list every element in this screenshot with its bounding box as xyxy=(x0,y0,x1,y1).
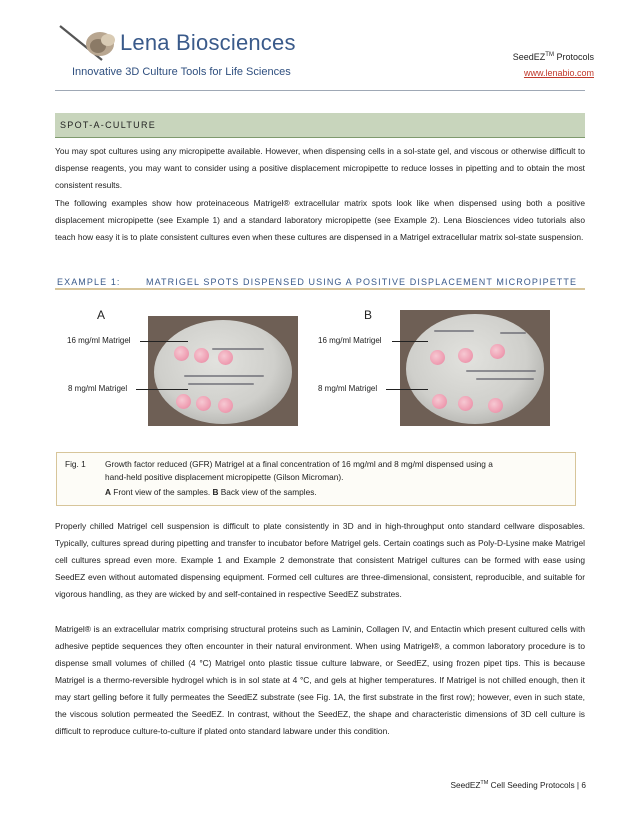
brand-name: Lena Biosciences xyxy=(120,30,296,55)
handwriting-mark xyxy=(466,370,536,372)
caption-figure-number: Fig. 1 xyxy=(65,459,86,469)
pointer-line xyxy=(140,341,188,342)
caption-line-2: hand-held positive displacement micropipette (Gilson Microman). xyxy=(105,472,344,482)
handwriting-mark xyxy=(476,378,534,380)
handwriting-mark xyxy=(212,348,264,350)
brand-tagline: Innovative 3D Culture Tools for Life Sciences xyxy=(72,66,291,78)
matrigel-spot xyxy=(490,344,505,359)
example-number: EXAMPLE 1: xyxy=(57,277,121,287)
matrigel-spot xyxy=(458,348,473,363)
matrigel-spot xyxy=(176,394,191,409)
caption-line-3: A Front view of the samples. B Back view of the samples. xyxy=(105,487,317,497)
page-footer: SeedEZ™ Cell Seeding Protocols | 6 xyxy=(450,780,586,790)
panel-b-label: B xyxy=(364,308,373,322)
pointer-line xyxy=(386,389,428,390)
caption-line-1: Growth factor reduced (GFR) Matrigel at a final concentration of 16 mg/ml and 8 mg/ml dispensed using a xyxy=(105,459,493,469)
matrigel-spot xyxy=(196,396,211,411)
figure-caption xyxy=(56,452,576,506)
header-product-title: SeedEZ™ Protocols xyxy=(512,52,594,62)
matrigel-spot xyxy=(488,398,503,413)
section-title: SPOT-A-CULTURE xyxy=(60,120,157,130)
matrigel-spot xyxy=(218,398,233,413)
handwriting-mark xyxy=(500,332,526,334)
photo-back-view xyxy=(400,310,550,426)
section-title-bar xyxy=(55,113,585,138)
intro-paragraph-2: The following examples show how proteinaceous Matrigel® extracellular matrix spots look like when dispensed using both a positive displacement micropipette (see Example 1) and a standard laboratory micropipette (see Example 2). Lena Biosciences video tutorials also teach how easy it is to plate consistent cultures even when these cultures are dispensed in a Matrigel extracellular matrix sol-state suspension. xyxy=(55,198,585,242)
matrigel-spot xyxy=(432,394,447,409)
example-heading xyxy=(55,276,585,290)
lena-logo-icon xyxy=(58,22,122,64)
handwriting-mark xyxy=(184,375,264,377)
matrigel-spot xyxy=(194,348,209,363)
handwriting-mark xyxy=(188,383,254,385)
pointer-line xyxy=(392,341,428,342)
header-divider xyxy=(55,90,585,91)
photo-front-view xyxy=(148,316,298,426)
matrigel-spot xyxy=(430,350,445,365)
label-16mg-b: 16 mg/ml Matrigel xyxy=(318,336,382,345)
intro-paragraph-1: You may spot cultures using any micropipette available. However, when dispensing cells in a sol-state gel, and viscous or otherwise difficult to dispense reagents, you may want to consider using a positive displacement micropipette to reduce losses in pipetting and to obtain the most consistent results. xyxy=(55,146,585,190)
page-header xyxy=(0,0,638,100)
petri-dish xyxy=(406,314,544,424)
label-8mg-b: 8 mg/ml Matrigel xyxy=(318,384,378,393)
handwriting-mark xyxy=(434,330,474,332)
matrigel-spot xyxy=(458,396,473,411)
label-16mg-a: 16 mg/ml Matrigel xyxy=(67,336,131,345)
matrigel-spot xyxy=(174,346,189,361)
petri-dish xyxy=(154,320,292,424)
pointer-line xyxy=(136,389,188,390)
body-paragraph-1: Properly chilled Matrigel cell suspension is difficult to plate consistently in 3D and in high-throughput onto standard cellware disposables. Typically, cultures spread during pipetting and transfer to incubator before Matrigel gels. Certain coatings such as Poly-D-Lysine make Matrigel cell cultures spread even more. Example 1 and Example 2 demonstrate that consistent Matrigel cultures can be formed with ease using SeedEZ even without automated dispensing equipment. Formed cell cultures are three-dimensional, consistent, reproducible, and suitable for vigorous handling, as they are wicked by and self-contained in respective SeedEZ substrates. xyxy=(55,521,585,599)
example-title: MATRIGEL SPOTS DISPENSED USING A POSITIVE DISPLACEMENT MICROPIPETTE xyxy=(146,277,578,287)
body-paragraph-2: Matrigel® is an extracellular matrix comprising structural proteins such as Laminin, Collagen IV, and Entactin which present cultured cells with adhesive peptide sequences they often encounter in their natural environment. When using Matrigel®, a common laboratory procedure is to dispense small volumes of chilled (4 °C) Matrigel onto plastic tissue culture labware, or SeedEZ, using frozen pipet tips. This is because Matrigel is a thermo-reversible hydrogel which is in sol state at 4 °C, and gels at higher temperatures. If Matrigel is not chilled enough, then it may start gelling before it fully permeates the SeedEZ substrate (see Fig. 1A, the first substrate in the first row); however, even in such state, the viscous solution permeated the SeedEZ. In contrast, without the SeedEZ, the shape and characteristic dimensions of 3D cell culture is difficult to reproduce culture-to-culture if plated onto standard labware under this condition. xyxy=(55,624,585,736)
matrigel-spot xyxy=(218,350,233,365)
website-link[interactable]: www.lenabio.com xyxy=(523,68,594,78)
panel-a-label: A xyxy=(97,308,106,322)
label-8mg-a: 8 mg/ml Matrigel xyxy=(68,384,128,393)
